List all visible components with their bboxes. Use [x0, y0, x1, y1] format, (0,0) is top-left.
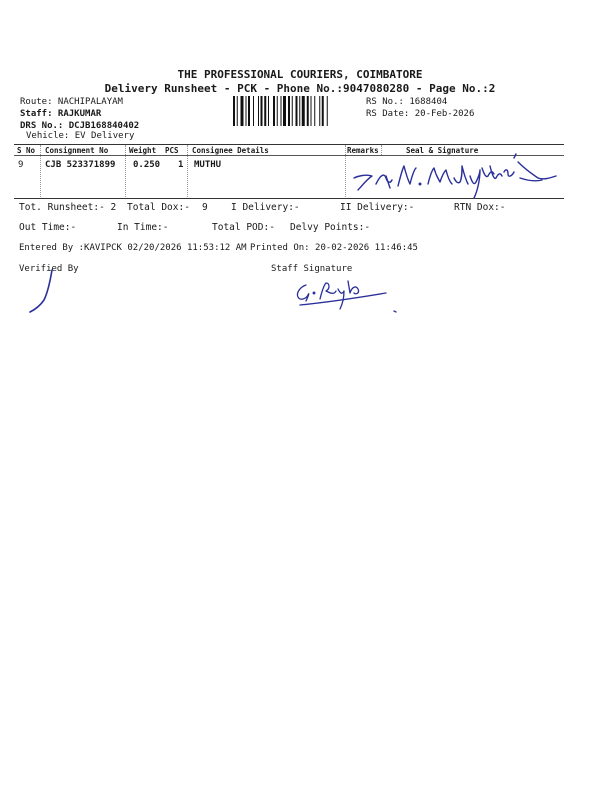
- total-runsheet: Tot. Runsheet:- 2: [19, 202, 117, 213]
- row-pcs: 1: [178, 160, 184, 170]
- col-divider: [40, 145, 41, 197]
- entered-by: Entered By :KAVIPCK 02/20/2026 11:53:12 AM: [19, 243, 247, 253]
- verifier-signature-image: [22, 266, 62, 318]
- rtn-dox: RTN Dox:-: [454, 202, 506, 213]
- vehicle-label: Vehicle: EV Delivery: [26, 131, 135, 141]
- row-weight: 0.250: [133, 160, 161, 170]
- total-dox-label: Total Dox:-: [127, 202, 190, 213]
- staff-signature-label: Staff Signature: [271, 264, 353, 274]
- route-label: Route: NACHIPALAYAM: [20, 97, 123, 107]
- staff-signature-image: [290, 275, 400, 315]
- recipient-signature-image: [340, 148, 565, 200]
- delvy-points: Delvy Points:-: [290, 222, 371, 233]
- total-pod: Total POD:-: [212, 222, 275, 233]
- printed-on: Printed On: 20-02-2026 11:46:45: [250, 243, 418, 253]
- header-remarks: Remarks: [347, 146, 379, 155]
- out-time: Out Time:-: [19, 222, 77, 233]
- header-pcs: PCS: [165, 146, 179, 155]
- header-seal-signature: Seal & Signature: [406, 146, 479, 155]
- header-consignee: Consignee Details: [192, 146, 269, 155]
- company-title: THE PROFESSIONAL COURIERS, COIMBATORE: [177, 68, 423, 81]
- runsheet-subtitle: Delivery Runsheet - PCK - Phone No.:9047080280 - Page No.:2: [104, 82, 496, 95]
- barcode-image: [232, 96, 362, 126]
- header-weight: Weight: [129, 146, 157, 155]
- rs-number: RS No.: 1688404: [366, 97, 448, 107]
- row-consignment: CJB 523371899: [45, 160, 116, 170]
- row-consignee: MUTHU: [194, 160, 222, 170]
- col-divider: [187, 145, 188, 197]
- header-sno: S No: [17, 146, 36, 155]
- row-sno: 9: [18, 160, 24, 170]
- i-delivery: I Delivery:-: [231, 202, 300, 213]
- table-top-border: [14, 144, 564, 145]
- ii-delivery: II Delivery:-: [340, 202, 415, 213]
- in-time: In Time:-: [117, 222, 169, 233]
- staff-label: Staff: RAJKUMAR: [20, 109, 102, 119]
- col-divider: [125, 145, 126, 197]
- header-consignment: Consignment No: [45, 146, 109, 155]
- rs-date: RS Date: 20-Feb-2026: [366, 109, 475, 119]
- total-dox-value: 9: [202, 202, 208, 213]
- verified-by-label: Verified By: [19, 264, 79, 274]
- drs-number: DRS No.: DCJB168840402: [20, 121, 140, 131]
